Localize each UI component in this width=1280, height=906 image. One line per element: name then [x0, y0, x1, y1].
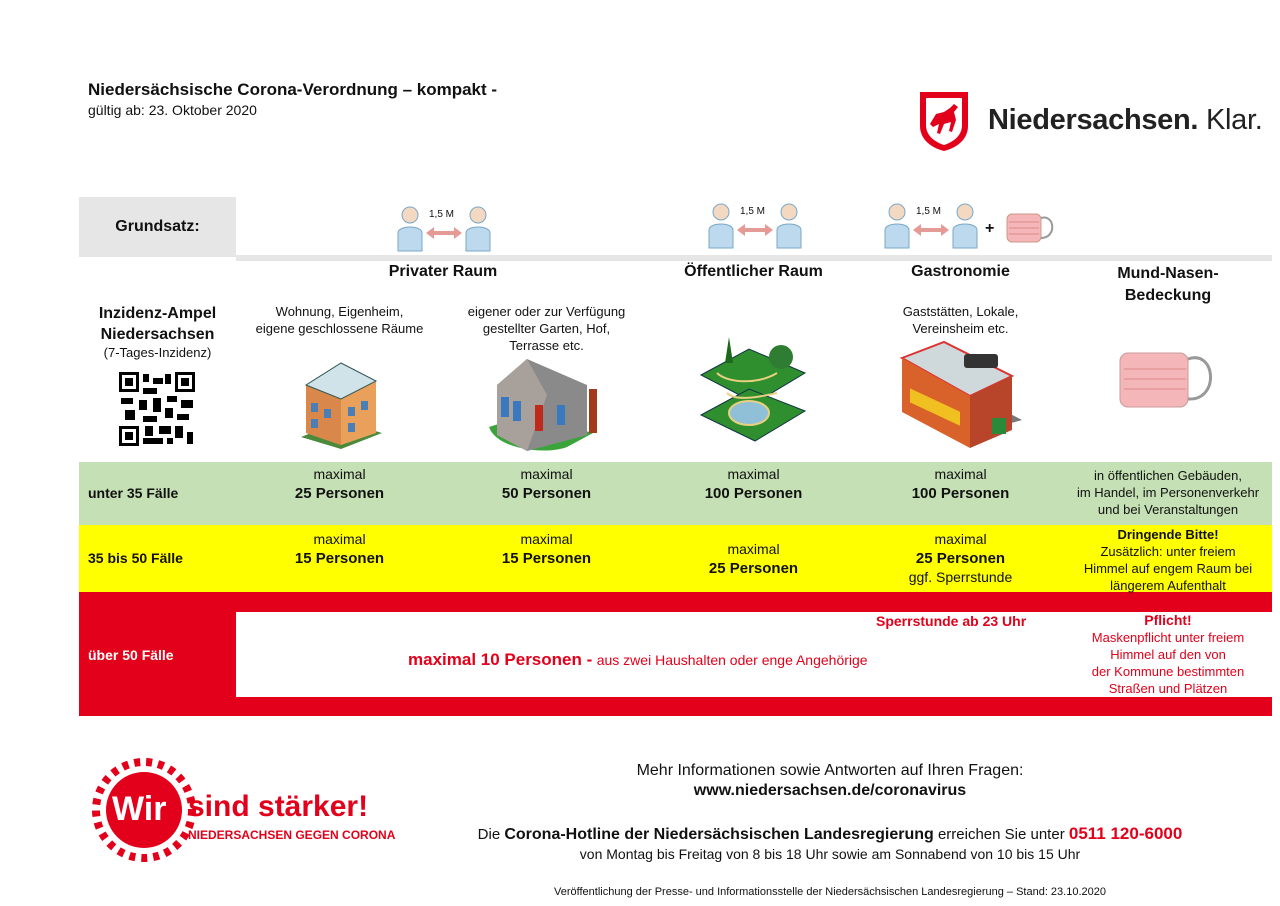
- hotline-hours: von Montag bis Freitag von 8 bis 18 Uhr sowie am Sonnabend von 10 bis 15 Uhr: [579, 846, 1081, 862]
- page-title: Niedersächsische Corona-Verordnung – kompakt -: [88, 80, 498, 99]
- plus-sign: +: [985, 220, 995, 237]
- cell-green-private-b: maximal 50 Personen: [501, 466, 592, 502]
- cell-green-gastro: maximal 100 Personen: [911, 466, 1010, 502]
- niedersachsen-crest-icon: [918, 90, 970, 152]
- info-url[interactable]: www.niedersachsen.de/coronavirus: [693, 782, 967, 799]
- hotline-text: Die Corona-Hotline der Niedersächsischen Landesregierung erreichen Sie unter 0511 120-6000: [477, 824, 1183, 843]
- header-mask: Mund-Nasen- Bedeckung: [1117, 265, 1219, 304]
- gastro-description: Gaststätten, Lokale, Vereinsheim etc.: [902, 304, 1019, 336]
- cell-yellow-private-a: maximal 15 Personen: [294, 531, 385, 567]
- campaign-logo-subline: NIEDERSACHSEN GEGEN CORONA: [188, 828, 396, 842]
- logo-wordmark: Niedersachsen. Klar.: [988, 104, 1263, 136]
- cell-green-mask: in öffentlichen Gebäuden, im Handel, im Personenverkehr und bei Veranstaltungen: [1076, 468, 1260, 517]
- qr-code[interactable]: [119, 372, 195, 446]
- restaurant-building-icon: [892, 340, 1027, 458]
- incidence-title: Inzidenz-Ampel Niedersachsen (7-Tages-Inzidenz): [98, 305, 217, 360]
- apartment-building-icon: [296, 355, 386, 450]
- header-private: Privater Raum: [388, 263, 498, 280]
- cell-red-mask: Pflicht! Maskenpflicht unter freiem Himmel auf den von der Kommune bestimmten Straßen und Plätzen: [1091, 612, 1245, 696]
- valid-from: gültig ab: 23. Oktober 2020: [88, 102, 257, 118]
- header-public: Öffentlicher Raum: [684, 263, 823, 280]
- cell-green-public: maximal 100 Personen: [704, 466, 803, 502]
- cell-green-private-a: maximal 25 Personen: [294, 466, 385, 502]
- distance-label: 1,5 M: [916, 206, 942, 217]
- grundsatz-label: Grundsatz:: [79, 197, 236, 257]
- cell-yellow-mask: Dringende Bitte! Zusätzlich: unter freiem Himmel auf engem Raum bei längerem Aufenthalt: [1083, 527, 1253, 593]
- cell-yellow-public: maximal 25 Personen: [708, 541, 799, 577]
- info-text: Mehr Informationen sowie Antworten auf Ihren Fragen:: [636, 762, 1024, 779]
- cell-yellow-gastro: maximal 25 Personen ggf. Sperrstunde: [908, 531, 1013, 585]
- private-b-description: eigener oder zur Verfügung gestellter Garten, Hof, Terrasse etc.: [467, 304, 626, 353]
- distance-icon-gastro: [883, 200, 979, 255]
- campaign-logo-slogan: sind stärker!: [188, 790, 369, 823]
- mask-icon-small: [1003, 208, 1057, 248]
- header-gastro: Gastronomie: [911, 263, 1010, 280]
- distance-icon-private: [396, 203, 492, 258]
- distance-label: 1,5 M: [429, 209, 455, 220]
- house-garden-icon: [487, 355, 605, 455]
- row-label-under-35: unter 35 Fälle: [88, 485, 179, 501]
- row-label-35-50: 35 bis 50 Fälle: [88, 550, 183, 566]
- curfew-note: Sperrstunde ab 23 Uhr: [876, 613, 1027, 629]
- row-label-over-50: über 50 Fälle: [88, 647, 174, 663]
- mask-icon-large: [1116, 345, 1220, 411]
- distance-icon-public: [707, 200, 803, 255]
- distance-label: 1,5 M: [740, 206, 766, 217]
- red-main-text: maximal 10 Personen - aus zwei Haushalten oder enge Angehörige: [408, 650, 868, 669]
- campaign-logo-wir: Wir: [112, 790, 167, 828]
- park-icon: [697, 333, 809, 445]
- divider: [236, 255, 1272, 261]
- cell-yellow-private-b: maximal 15 Personen: [501, 531, 592, 567]
- publisher-note: Veröffentlichung der Presse- und Informationsstelle der Niedersächsischen Landesregierung – Stand: 23.10.2020: [554, 886, 1106, 898]
- private-a-description: Wohnung, Eigenheim, eigene geschlossene Räume: [255, 304, 424, 336]
